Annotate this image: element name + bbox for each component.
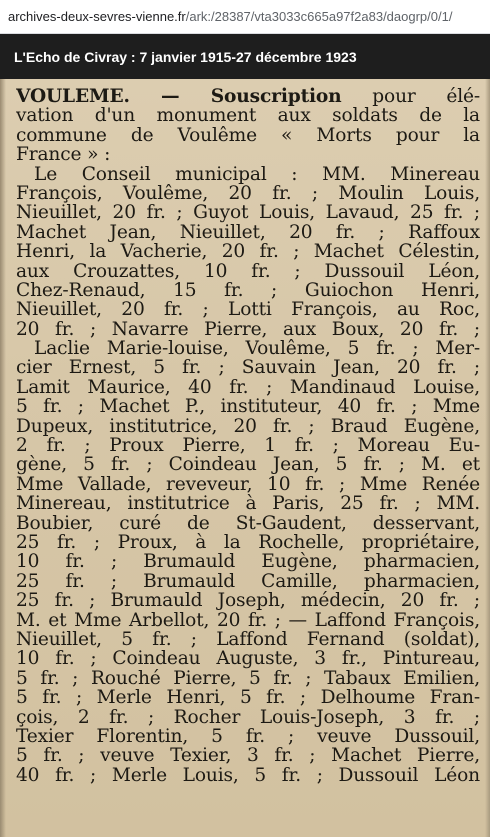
- article-line-20: Mme Vallade, reveveur, 10 fr. ; Mme Renée: [16, 474, 480, 495]
- article-line-14: cier Ernest, 5 fr. ; Sauvain Jean, 20 fr. ;: [16, 358, 480, 378]
- article-line-11: Nieuillet, 20 fr. ; Lotti François, au Roc,: [16, 300, 480, 320]
- url-host: archives-deux-sevres-vienne.fr: [8, 9, 186, 24]
- url-path: /ark:/28387/vta3033c665a97f2a83/daogrp/0/1/: [185, 9, 453, 24]
- article-text: [0, 79, 490, 785]
- article-line-33: Texier Florentin, 5 fr. ; veuve Dussouil,: [16, 726, 480, 747]
- article-line-8: Henri, la Vacherie, 20 fr. ; Machet Célestin,: [16, 242, 480, 262]
- article-line-26: 25 fr. ; Brumauld Joseph, médecin, 20 fr. ;: [16, 591, 480, 611]
- article-line-32: çois, 2 fr. ; Rocher Louis-Joseph, 3 fr. ;: [16, 707, 480, 727]
- article-line-15: Lamit Maurice, 40 fr. ; Mandinaud Louise,: [16, 377, 480, 398]
- article-line-1: vation d'un monument aux soldats de la: [16, 106, 480, 126]
- article-line-30: 5 fr. ; Rouché Pierre, 5 fr. ; Tabaux Emilien,: [16, 668, 480, 689]
- article-line-2: commune de Voulême « Morts pour la: [16, 125, 480, 146]
- article-line-27: M. et Mme Arbellot, 20 fr. ; — Laffond François,: [16, 610, 480, 630]
- article-line-7: Machet Jean, Nieuillet, 20 fr. ; Raffoux: [16, 222, 480, 243]
- article-headline: VOULÊME. — Souscription: [16, 87, 342, 107]
- article-line-5: François, Voulême, 20 fr. ; Moulin Louis,: [16, 183, 480, 204]
- article-line-24: 10 fr. ; Brumauld Eugène, pharmacien,: [16, 552, 480, 572]
- article-line-19: gène, 5 fr. ; Coindeau Jean, 5 fr. ; M. et: [16, 455, 480, 475]
- document-title: L'Echo de Civray : 7 janvier 1915-27 décembre 1923: [14, 48, 357, 65]
- article-line-4: Le Conseil municipal : MM. Minereau: [34, 164, 480, 184]
- viewer-title-bar: [0, 34, 490, 79]
- article-line-0: [16, 87, 480, 106]
- article-line-22: Boubier, curé de St-Gaudent, desservant,: [16, 513, 480, 533]
- article-line-9: aux Crouzattes, 10 fr. ; Dussouil Léon,: [16, 261, 480, 281]
- article-line-13: Laclie Marie-louise, Voulême, 5 fr. ; Mer-: [34, 339, 480, 359]
- article-line-28: Nieuillet, 5 fr. ; Laffond Fernand (soldat),: [16, 629, 480, 650]
- article-line-6: Nieuillet, 20 fr. ; Guyot Louis, Lavaud, 25 fr. ;: [16, 203, 480, 223]
- article-line-0-rest: pour élé-: [341, 87, 480, 107]
- article-line-18: 2 fr. ; Proux Pierre, 1 fr. ; Moreau Eu-: [16, 436, 480, 456]
- article-line-21: Minereau, institutrice à Paris, 25 fr. ; MM.: [16, 494, 480, 514]
- article-line-35: 40 fr. ; Merle Louis, 5 fr. ; Dussouil Léon: [16, 765, 480, 786]
- newspaper-scan[interactable]: [0, 79, 490, 837]
- article-line-10: Chez-Renaud, 15 fr. ; Guiochon Henri,: [16, 280, 480, 301]
- article-line-29: 10 fr. ; Coindeau Auguste, 3 fr., Pintureau,: [16, 649, 480, 669]
- article-line-34: 5 fr. ; veuve Texier, 3 fr. ; Machet Pierre,: [16, 746, 480, 766]
- article-line-31: 5 fr. ; Merle Henri, 5 fr. ; Delhoume Fran-: [16, 688, 480, 708]
- article-line-17: Dupeux, institutrice, 20 fr. ; Braud Eugène,: [16, 416, 480, 437]
- article-line-25: 25 fr. ; Brumauld Camille, pharmacien,: [16, 571, 480, 592]
- article-line-3: France » :: [16, 145, 111, 165]
- article-line-23: 25 fr. ; Proux, à la Rochelle, propriétaire,: [16, 532, 480, 553]
- article-line-16: 5 fr. ; Machet P., instituteur, 40 fr. ; Mme: [16, 397, 480, 417]
- article-line-12: 20 fr. ; Navarre Pierre, aux Boux, 20 fr. ;: [16, 319, 480, 340]
- address-bar[interactable]: [0, 0, 490, 34]
